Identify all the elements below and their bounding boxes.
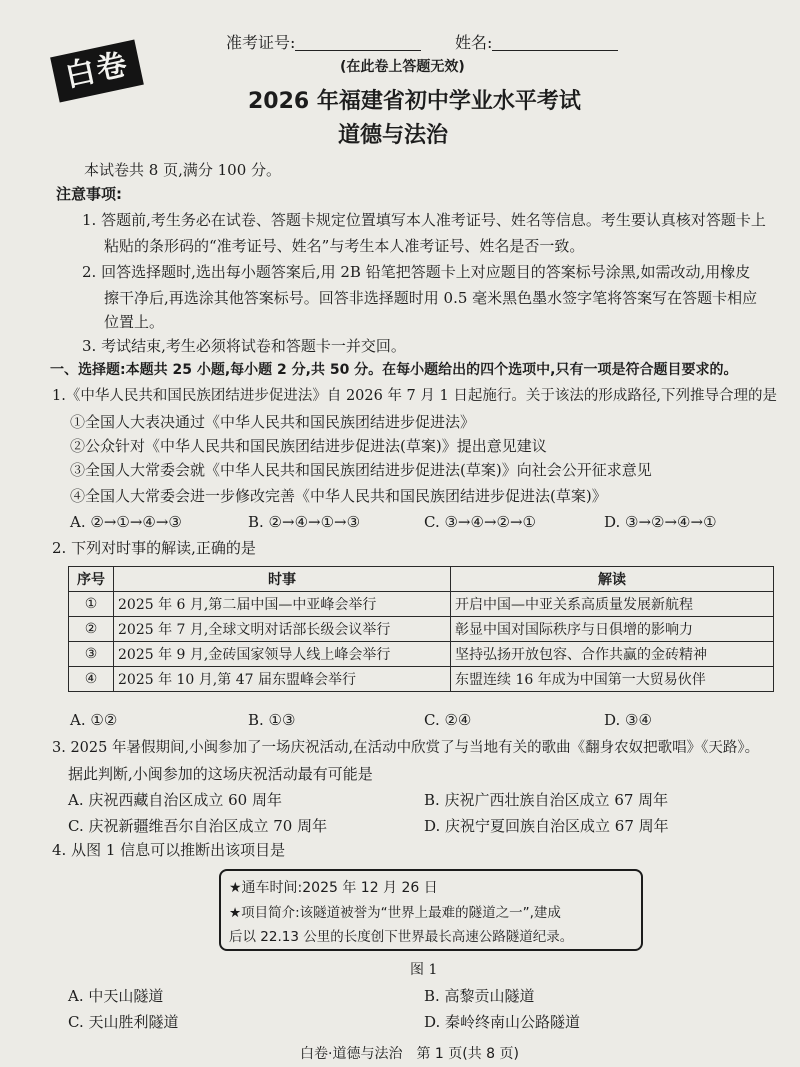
q1-option-a: A. ②→①→④→③ bbox=[70, 513, 182, 531]
row-interpretation: 坚持弘扬开放包容、合作共赢的金砖精神 bbox=[451, 642, 774, 667]
row-event: 2025 年 7 月,全球文明对话部长级会议举行 bbox=[114, 617, 451, 642]
figure-1-line-1: ★通车时间:2025 年 12 月 26 日 bbox=[229, 880, 438, 896]
table-row bbox=[69, 667, 774, 692]
note-2-line-3: 位置上。 bbox=[104, 313, 165, 331]
q1-item-3: ③全国人大常委会就《中华人民共和国民族团结进步促进法(草案)》向社会公开征求意见 bbox=[70, 461, 652, 479]
row-interpretation: 开启中国—中亚关系高质量发展新航程 bbox=[451, 592, 774, 617]
name-field bbox=[455, 30, 618, 53]
q4-option-c: C. 天山胜利隧道 bbox=[68, 1013, 179, 1031]
name-blank bbox=[492, 36, 618, 51]
q2-stem: 2. 下列对时事的解读,正确的是 bbox=[52, 539, 256, 557]
q1-option-d: D. ③→②→④→① bbox=[604, 513, 717, 531]
row-number: ① bbox=[69, 592, 114, 617]
q4-option-d: D. 秦岭终南山公路隧道 bbox=[424, 1013, 581, 1031]
q1-item-1: ①全国人大表决通过《中华人民共和国民族团结进步促进法》 bbox=[70, 413, 476, 431]
q2-option-c: C. ②④ bbox=[424, 711, 472, 729]
q1-option-b: B. ②→④→①→③ bbox=[248, 513, 361, 531]
page-title: 2026 年福建省初中学业水平考试 bbox=[248, 89, 581, 114]
row-event: 2025 年 10 月,第 47 届东盟峰会举行 bbox=[114, 667, 451, 692]
col-header-number: 序号 bbox=[69, 567, 114, 592]
table-row bbox=[69, 642, 774, 667]
note-1-line-1: 1. 答题前,考生务必在试卷、答题卡规定位置填写本人准考证号、姓名等信息。考生要认真核对答题卡上 bbox=[82, 211, 766, 229]
q3-stem: 3. 2025 年暑假期间,小闽参加了一场庆祝活动,在活动中欣赏了与当地有关的歌曲《翻身农奴把歌唱》《天路》。 bbox=[52, 740, 760, 756]
subject-title: 道德与法治 bbox=[338, 123, 449, 148]
note-1-line-2: 粘贴的条形码的“准考证号、姓名”与考生本人准考证号、姓名是否一致。 bbox=[104, 237, 585, 255]
q2-table bbox=[68, 566, 774, 692]
page-footer: 白卷·道德与法治 第 1 页(共 8 页) bbox=[300, 1046, 519, 1062]
q2-option-b: B. ①③ bbox=[248, 711, 296, 729]
row-number: ④ bbox=[69, 667, 114, 692]
invalid-note: (在此卷上答题无效) bbox=[340, 59, 465, 75]
figure-1-caption: 图 1 bbox=[410, 962, 438, 978]
notes-heading: 注意事项: bbox=[56, 185, 122, 203]
q2-option-a: A. ①② bbox=[70, 711, 118, 729]
q3-stem-2: 据此判断,小闽参加的这场庆祝活动最有可能是 bbox=[68, 765, 373, 783]
paper-type-stamp: 白卷 bbox=[50, 40, 144, 103]
col-header-interpretation: 解读 bbox=[451, 567, 774, 592]
figure-1-box bbox=[219, 869, 643, 951]
col-header-event: 时事 bbox=[114, 567, 451, 592]
q1-item-2: ②公众针对《中华人民共和国民族团结进步促进法(草案)》提出意见建议 bbox=[70, 437, 547, 455]
table-row bbox=[69, 592, 774, 617]
q4-option-b: B. 高黎贡山隧道 bbox=[424, 987, 535, 1005]
exam-id-label: 准考证号: bbox=[226, 33, 296, 52]
exam-id-field bbox=[226, 30, 421, 53]
q3-option-a: A. 庆祝西藏自治区成立 60 周年 bbox=[68, 791, 282, 809]
figure-1-line-3: 后以 22.13 公里的长度创下世界最长高速公路隧道纪录。 bbox=[229, 929, 574, 945]
row-event: 2025 年 6 月,第二届中国—中亚峰会举行 bbox=[114, 592, 451, 617]
note-2-line-1: 2. 回答选择题时,选出每小题答案后,用 2B 铅笔把答题卡上对应题目的答案标号涂黑,如需改动,用橡皮 bbox=[82, 263, 751, 281]
note-2-line-2: 擦干净后,再选涂其他答案标号。回答非选择题时用 0.5 毫米黑色墨水签字笔将答案写在答题卡相应 bbox=[104, 289, 758, 307]
q3-option-b: B. 庆祝广西壮族自治区成立 67 周年 bbox=[424, 791, 669, 809]
exam-id-blank bbox=[295, 36, 421, 51]
q4-option-a: A. 中天山隧道 bbox=[68, 987, 164, 1005]
q3-option-d: D. 庆祝宁夏回族自治区成立 67 周年 bbox=[424, 817, 669, 835]
q3-option-c: C. 庆祝新疆维吾尔自治区成立 70 周年 bbox=[68, 817, 328, 835]
figure-1-line-2: ★项目简介:该隧道被誉为“世界上最难的隧道之一”,建成 bbox=[229, 905, 561, 921]
table-header-row bbox=[69, 567, 774, 592]
row-interpretation: 彰显中国对国际秩序与日俱增的影响力 bbox=[451, 617, 774, 642]
intro-text: 本试卷共 8 页,满分 100 分。 bbox=[84, 161, 282, 179]
name-label: 姓名: bbox=[455, 33, 493, 52]
q1-item-4: ④全国人大常委会进一步修改完善《中华人民共和国民族团结进步促进法(草案)》 bbox=[70, 487, 607, 505]
row-number: ③ bbox=[69, 642, 114, 667]
q1-stem: 1.《中华人民共和国民族团结进步促进法》自 2026 年 7 月 1 日起施行。关于该法的形成路径,下列推导合理的是 bbox=[52, 388, 777, 404]
row-interpretation: 东盟连续 16 年成为中国第一大贸易伙伴 bbox=[451, 667, 774, 692]
note-3: 3. 考试结束,考生必须将试卷和答题卡一并交回。 bbox=[82, 337, 406, 355]
row-event: 2025 年 9 月,金砖国家领导人线上峰会举行 bbox=[114, 642, 451, 667]
q1-option-c: C. ③→④→②→① bbox=[424, 513, 536, 531]
section-1-heading: 一、选择题:本题共 25 小题,每小题 2 分,共 50 分。在每小题给出的四个选项中,只有一项是符合题目要求的。 bbox=[50, 362, 738, 378]
q4-stem: 4. 从图 1 信息可以推断出该项目是 bbox=[52, 841, 286, 859]
row-number: ② bbox=[69, 617, 114, 642]
table-row bbox=[69, 617, 774, 642]
q2-option-d: D. ③④ bbox=[604, 711, 652, 729]
